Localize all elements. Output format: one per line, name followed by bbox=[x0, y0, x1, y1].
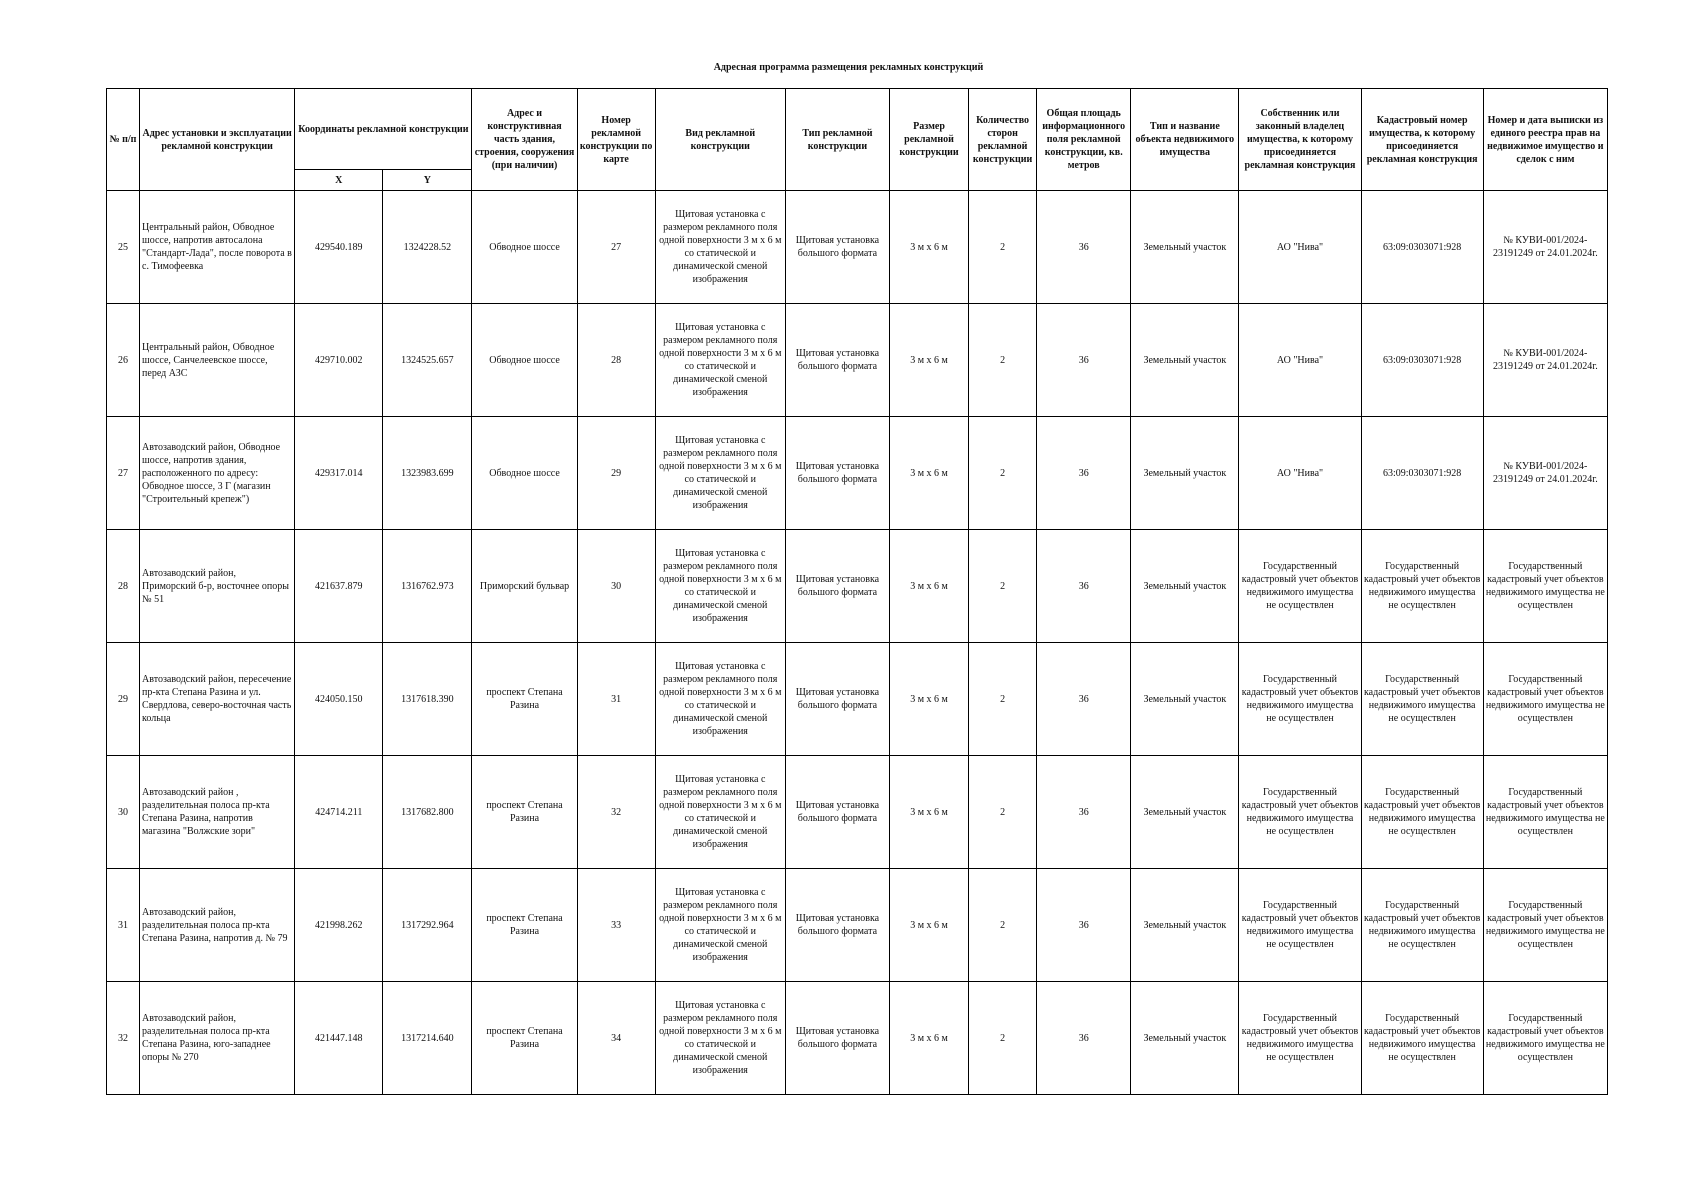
table-row bbox=[107, 304, 1608, 417]
table-row bbox=[107, 982, 1608, 1095]
cell-registry: Государственный кадастровый учет объектов недвижимого имущества не осуществлен bbox=[1483, 982, 1607, 1095]
cell-map-num: 34 bbox=[577, 982, 655, 1095]
cell-registry: Государственный кадастровый учет объектов недвижимого имущества не осуществлен bbox=[1483, 643, 1607, 756]
cell-area: 36 bbox=[1037, 869, 1131, 982]
page-title: Адресная программа размещения рекламных конструкций bbox=[713, 62, 984, 73]
cell-y: 1317618.390 bbox=[383, 643, 472, 756]
advertising-table bbox=[106, 88, 1608, 1095]
cell-kind: Щитовая установка с размером рекламного поля одной поверхности 3 м х 6 м со статической и динамической сменой изображения bbox=[655, 417, 785, 530]
cell-num: 30 bbox=[107, 756, 140, 869]
cell-type: Щитовая установка большого формата bbox=[785, 530, 889, 643]
cell-owner: Государственный кадастровый учет объектов недвижимого имущества не осуществлен bbox=[1239, 643, 1361, 756]
cell-area: 36 bbox=[1037, 304, 1131, 417]
cell-type: Щитовая установка большого формата bbox=[785, 756, 889, 869]
cell-x: 429710.002 bbox=[295, 304, 383, 417]
table-row bbox=[107, 191, 1608, 304]
cell-size: 3 м х 6 м bbox=[889, 869, 968, 982]
cell-x: 421637.879 bbox=[295, 530, 383, 643]
cell-y: 1316762.973 bbox=[383, 530, 472, 643]
cell-kind: Щитовая установка с размером рекламного поля одной поверхности 3 м х 6 м со статической и динамической сменой изображения bbox=[655, 191, 785, 304]
header-type: Тип рекламной конструкции bbox=[785, 89, 889, 191]
header-x: X bbox=[295, 170, 383, 191]
cell-address: Автозаводский район , разделительная полоса пр-кта Степана Разина, напротив магазина "Волжские зори" bbox=[140, 756, 295, 869]
cell-num: 31 bbox=[107, 869, 140, 982]
table-header bbox=[107, 89, 1608, 191]
cell-map-num: 29 bbox=[577, 417, 655, 530]
cell-type: Щитовая установка большого формата bbox=[785, 982, 889, 1095]
header-owner: Собственник или законный владелец имущества, к которому присоединяется рекламная конструкция bbox=[1239, 89, 1361, 191]
cell-type: Щитовая установка большого формата bbox=[785, 304, 889, 417]
cell-y: 1317214.640 bbox=[383, 982, 472, 1095]
cell-size: 3 м х 6 м bbox=[889, 530, 968, 643]
cell-y: 1317292.964 bbox=[383, 869, 472, 982]
cell-building: Приморский бульвар bbox=[472, 530, 577, 643]
cell-owner: Государственный кадастровый учет объектов недвижимого имущества не осуществлен bbox=[1239, 982, 1361, 1095]
cell-size: 3 м х 6 м bbox=[889, 417, 968, 530]
cell-area: 36 bbox=[1037, 643, 1131, 756]
cell-area: 36 bbox=[1037, 756, 1131, 869]
cell-type: Щитовая установка большого формата bbox=[785, 869, 889, 982]
cell-owner: Государственный кадастровый учет объектов недвижимого имущества не осуществлен bbox=[1239, 869, 1361, 982]
header-building: Адрес и конструктивная часть здания, строения, сооружения (при наличии) bbox=[472, 89, 577, 191]
cell-num: 28 bbox=[107, 530, 140, 643]
cell-type: Щитовая установка большого формата bbox=[785, 417, 889, 530]
cell-map-num: 32 bbox=[577, 756, 655, 869]
cell-building: Обводное шоссе bbox=[472, 417, 577, 530]
cell-object: Земельный участок bbox=[1131, 982, 1239, 1095]
header-address: Адрес установки и эксплуатации рекламной конструкции bbox=[140, 89, 295, 191]
cell-object: Земельный участок bbox=[1131, 869, 1239, 982]
header-kind: Вид рекламной конструкции bbox=[655, 89, 785, 191]
cell-owner: АО "Нива" bbox=[1239, 304, 1361, 417]
cell-registry: № КУВИ-001/2024-23191249 от 24.01.2024г. bbox=[1483, 191, 1607, 304]
cell-cadastre: Государственный кадастровый учет объектов недвижимого имущества не осуществлен bbox=[1361, 530, 1483, 643]
cell-size: 3 м х 6 м bbox=[889, 756, 968, 869]
cell-map-num: 27 bbox=[577, 191, 655, 304]
cell-kind: Щитовая установка с размером рекламного поля одной поверхности 3 м х 6 м со статической и динамической сменой изображения bbox=[655, 982, 785, 1095]
cell-kind: Щитовая установка с размером рекламного поля одной поверхности 3 м х 6 м со статической и динамической сменой изображения bbox=[655, 756, 785, 869]
cell-num: 26 bbox=[107, 304, 140, 417]
cell-kind: Щитовая установка с размером рекламного поля одной поверхности 3 м х 6 м со статической и динамической сменой изображения bbox=[655, 869, 785, 982]
cell-object: Земельный участок bbox=[1131, 191, 1239, 304]
cell-num: 32 bbox=[107, 982, 140, 1095]
cell-object: Земельный участок bbox=[1131, 643, 1239, 756]
cell-cadastre: Государственный кадастровый учет объектов недвижимого имущества не осуществлен bbox=[1361, 869, 1483, 982]
cell-x: 429540.189 bbox=[295, 191, 383, 304]
cell-area: 36 bbox=[1037, 982, 1131, 1095]
header-size: Размер рекламной конструкции bbox=[889, 89, 968, 191]
cell-map-num: 30 bbox=[577, 530, 655, 643]
cell-address: Центральный район, Обводное шоссе, Санчелеевское шоссе, перед АЗС bbox=[140, 304, 295, 417]
header-sides: Количество сторон рекламной конструкции bbox=[969, 89, 1037, 191]
header-cadastre: Кадастровый номер имущества, к которому присоединяется рекламная конструкция bbox=[1361, 89, 1483, 191]
cell-address: Автозаводский район, Приморский б-р, восточнее опоры № 51 bbox=[140, 530, 295, 643]
cell-registry: № КУВИ-001/2024-23191249 от 24.01.2024г. bbox=[1483, 304, 1607, 417]
table-row bbox=[107, 643, 1608, 756]
cell-x: 421447.148 bbox=[295, 982, 383, 1095]
cell-map-num: 28 bbox=[577, 304, 655, 417]
cell-address: Автозаводский район, Обводное шоссе, напротив здания, расположенного по адресу: Обводное шоссе, 3 Г (магазин "Строительный крепеж") bbox=[140, 417, 295, 530]
cell-address: Центральный район, Обводное шоссе, напротив автосалона "Стандарт-Лада", после поворота в с. Тимофеевка bbox=[140, 191, 295, 304]
cell-size: 3 м х 6 м bbox=[889, 982, 968, 1095]
cell-cadastre: 63:09:0303071:928 bbox=[1361, 304, 1483, 417]
cell-object: Земельный участок bbox=[1131, 756, 1239, 869]
table-body bbox=[107, 191, 1608, 1095]
cell-size: 3 м х 6 м bbox=[889, 643, 968, 756]
cell-registry: Государственный кадастровый учет объектов недвижимого имущества не осуществлен bbox=[1483, 756, 1607, 869]
cell-x: 421998.262 bbox=[295, 869, 383, 982]
cell-owner: Государственный кадастровый учет объектов недвижимого имущества не осуществлен bbox=[1239, 530, 1361, 643]
cell-area: 36 bbox=[1037, 417, 1131, 530]
cell-owner: АО "Нива" bbox=[1239, 191, 1361, 304]
cell-num: 25 bbox=[107, 191, 140, 304]
cell-y: 1317682.800 bbox=[383, 756, 472, 869]
header-y: Y bbox=[383, 170, 472, 191]
cell-building: проспект Степана Разина bbox=[472, 643, 577, 756]
cell-cadastre: 63:09:0303071:928 bbox=[1361, 191, 1483, 304]
header-coords: Координаты рекламной конструкции bbox=[295, 89, 472, 170]
cell-num: 27 bbox=[107, 417, 140, 530]
cell-type: Щитовая установка большого формата bbox=[785, 191, 889, 304]
cell-registry: Государственный кадастровый учет объектов недвижимого имущества не осуществлен bbox=[1483, 869, 1607, 982]
cell-kind: Щитовая установка с размером рекламного поля одной поверхности 3 м х 6 м со статической и динамической сменой изображения bbox=[655, 643, 785, 756]
header-area: Общая площадь информационного поля рекламной конструкции, кв. метров bbox=[1037, 89, 1131, 191]
cell-x: 429317.014 bbox=[295, 417, 383, 530]
cell-registry: Государственный кадастровый учет объектов недвижимого имущества не осуществлен bbox=[1483, 530, 1607, 643]
cell-sides: 2 bbox=[969, 530, 1037, 643]
cell-type: Щитовая установка большого формата bbox=[785, 643, 889, 756]
cell-size: 3 м х 6 м bbox=[889, 304, 968, 417]
cell-size: 3 м х 6 м bbox=[889, 191, 968, 304]
cell-y: 1324525.657 bbox=[383, 304, 472, 417]
cell-sides: 2 bbox=[969, 982, 1037, 1095]
table-row bbox=[107, 869, 1608, 982]
cell-sides: 2 bbox=[969, 417, 1037, 530]
header-num: № п/п bbox=[107, 89, 140, 191]
cell-object: Земельный участок bbox=[1131, 417, 1239, 530]
cell-address: Автозаводский район, разделительная полоса пр-кта Степана Разина, юго-западнее опоры № 270 bbox=[140, 982, 295, 1095]
header-object: Тип и название объекта недвижимого имущества bbox=[1131, 89, 1239, 191]
header-map-num: Номер рекламной конструкции по карте bbox=[577, 89, 655, 191]
table-row bbox=[107, 530, 1608, 643]
cell-area: 36 bbox=[1037, 530, 1131, 643]
cell-num: 29 bbox=[107, 643, 140, 756]
cell-area: 36 bbox=[1037, 191, 1131, 304]
cell-kind: Щитовая установка с размером рекламного поля одной поверхности 3 м х 6 м со статической и динамической сменой изображения bbox=[655, 304, 785, 417]
cell-building: Обводное шоссе bbox=[472, 191, 577, 304]
cell-y: 1323983.699 bbox=[383, 417, 472, 530]
cell-address: Автозаводский район, разделительная полоса пр-кта Степана Разина, напротив д. № 79 bbox=[140, 869, 295, 982]
cell-map-num: 31 bbox=[577, 643, 655, 756]
cell-building: Обводное шоссе bbox=[472, 304, 577, 417]
cell-cadastre: 63:09:0303071:928 bbox=[1361, 417, 1483, 530]
cell-address: Автозаводский район, пересечение пр-кта Степана Разина и ул. Свердлова, северо-восточная часть кольца bbox=[140, 643, 295, 756]
cell-y: 1324228.52 bbox=[383, 191, 472, 304]
cell-cadastre: Государственный кадастровый учет объектов недвижимого имущества не осуществлен bbox=[1361, 643, 1483, 756]
cell-object: Земельный участок bbox=[1131, 530, 1239, 643]
cell-sides: 2 bbox=[969, 643, 1037, 756]
cell-cadastre: Государственный кадастровый учет объектов недвижимого имущества не осуществлен bbox=[1361, 982, 1483, 1095]
cell-sides: 2 bbox=[969, 191, 1037, 304]
header-registry: Номер и дата выписки из единого реестра прав на недвижимое имущество и сделок с ним bbox=[1483, 89, 1607, 191]
cell-map-num: 33 bbox=[577, 869, 655, 982]
cell-registry: № КУВИ-001/2024-23191249 от 24.01.2024г. bbox=[1483, 417, 1607, 530]
cell-building: проспект Степана Разина bbox=[472, 756, 577, 869]
cell-owner: Государственный кадастровый учет объектов недвижимого имущества не осуществлен bbox=[1239, 756, 1361, 869]
cell-object: Земельный участок bbox=[1131, 304, 1239, 417]
cell-kind: Щитовая установка с размером рекламного поля одной поверхности 3 м х 6 м со статической и динамической сменой изображения bbox=[655, 530, 785, 643]
cell-sides: 2 bbox=[969, 756, 1037, 869]
cell-building: проспект Степана Разина bbox=[472, 869, 577, 982]
cell-sides: 2 bbox=[969, 869, 1037, 982]
cell-owner: АО "Нива" bbox=[1239, 417, 1361, 530]
cell-x: 424714.211 bbox=[295, 756, 383, 869]
cell-sides: 2 bbox=[969, 304, 1037, 417]
table-row bbox=[107, 756, 1608, 869]
table-row bbox=[107, 417, 1608, 530]
cell-building: проспект Степана Разина bbox=[472, 982, 577, 1095]
cell-cadastre: Государственный кадастровый учет объектов недвижимого имущества не осуществлен bbox=[1361, 756, 1483, 869]
cell-x: 424050.150 bbox=[295, 643, 383, 756]
